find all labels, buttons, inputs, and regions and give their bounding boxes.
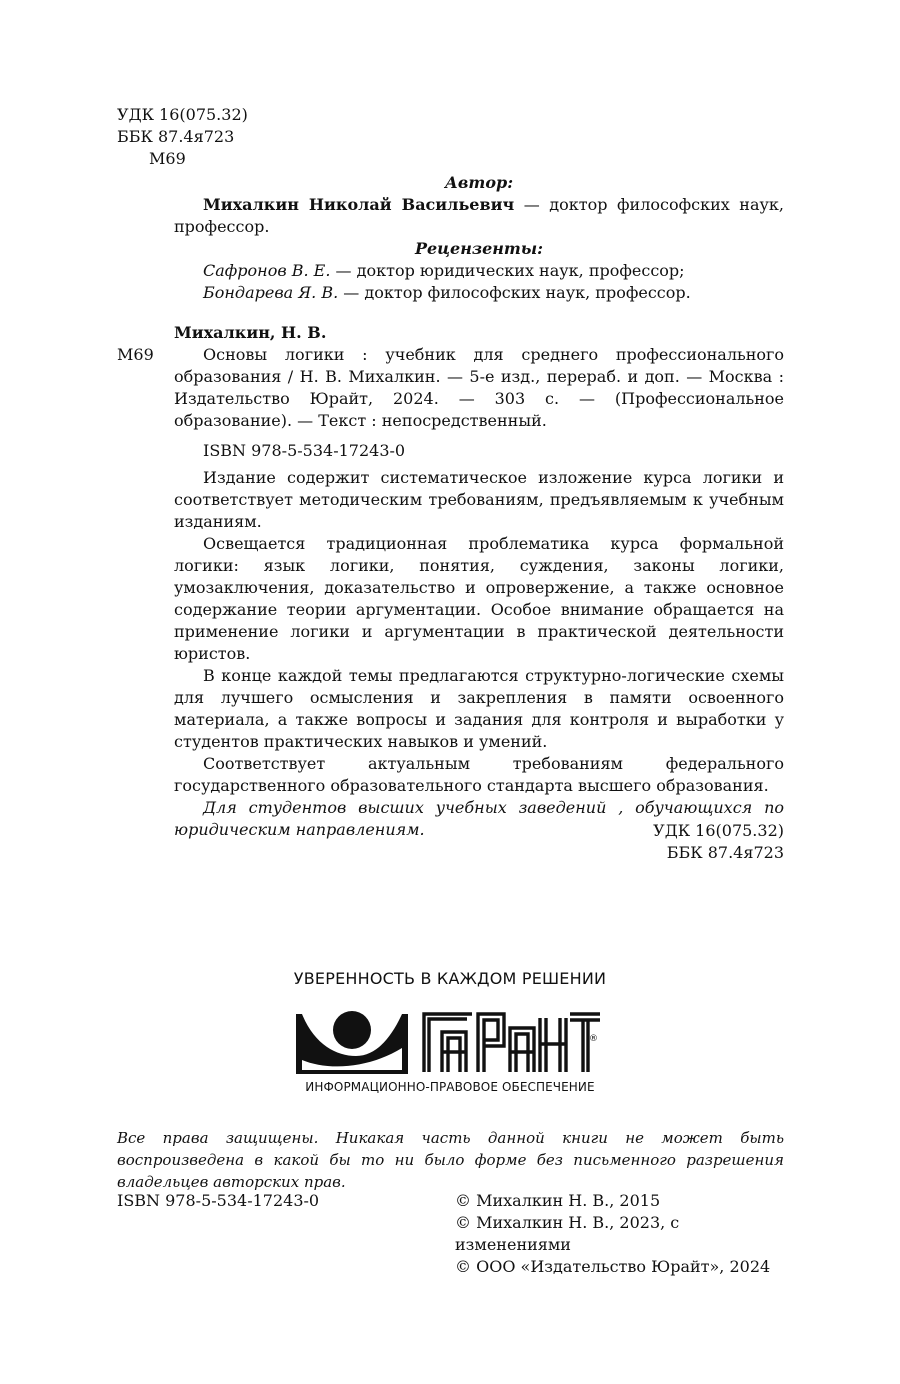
- rights-notice: Все права защищены. Никакая часть данной книги не может быть воспроизведена в какой бы то ни было форме без письменного разрешения владельцев авторских прав.: [117, 1129, 784, 1191]
- annotation: [174, 467, 784, 841]
- footer-copyrights: [455, 1190, 795, 1278]
- author-entry: [174, 194, 784, 238]
- reviewers-heading: Рецензенты:: [414, 239, 544, 258]
- bibliography-isbn: ISBN 978-5-534-17243-0: [203, 441, 406, 460]
- garant-wordmark-icon: [424, 1014, 600, 1072]
- garant-emblem-icon: [296, 1011, 408, 1074]
- author-description: — доктор философских наук, профессор.: [174, 195, 784, 236]
- reviewer-item: [174, 260, 784, 282]
- garant-registered-mark: ®: [589, 1034, 598, 1044]
- bibliography-description: Основы логики : учебник для среднего профессионального образования / Н. В. Михалкин. — 5-е изд., перераб. и доп. — Москва : Издательство Юрайт, 2024. — 303 с. — (Профессиональное образование). — Текст : непосредственный.: [174, 345, 784, 430]
- annotation-paragraph: В конце каждой темы предлагаются структурно-логические схемы для лучшего осмысления и закрепления в памяти освоенного материала, а также вопросы и задания для контроля и выработки у студентов практических навыков и умений.: [174, 666, 784, 751]
- footer-isbn: ISBN 978-5-534-17243-0: [117, 1191, 320, 1210]
- author-name: Михалкин Николай Васильевич: [203, 195, 515, 214]
- reviewer-description: — доктор философских наук, профессор.: [338, 283, 691, 302]
- author-block: [174, 172, 784, 238]
- annotation-paragraph: Издание содержит систематическое изложение курса логики и соответствует методическим требованиям, предъявляемым к учебным изданиям.: [174, 468, 784, 531]
- code-top: М69: [149, 149, 186, 168]
- reviewer-name: Сафронов В. Е.: [203, 261, 331, 280]
- bibliography-code: М69: [117, 345, 154, 364]
- bibliography-author: Михалкин, Н. В.: [174, 323, 327, 342]
- bbk-top: ББК 87.4я723: [117, 127, 235, 146]
- garant-tagline: ИНФОРМАЦИОННО-ПРАВОВОЕ ОБЕСПЕЧЕНИЕ: [305, 1080, 595, 1094]
- copyright-line: © ООО «Издательство Юрайт», 2024: [455, 1257, 771, 1276]
- udk-top: УДК 16(075.32): [117, 105, 248, 124]
- classification-top: [117, 104, 317, 170]
- bbk-bottom: ББК 87.4я723: [666, 843, 784, 862]
- reviewer-item: [174, 282, 784, 304]
- reviewer-description: — доктор юридических наук, профессор;: [330, 261, 685, 280]
- annotation-audience: Для студентов высших учебных заведений , обучающихся по юридическим направлениям.: [174, 798, 784, 839]
- classification-bottom: [474, 820, 784, 864]
- annotation-paragraph: Соответствует актуальным требованиям федерального государственного образовательного стандарта высшего образования.: [174, 754, 784, 795]
- garant-logo-graphic: [296, 1008, 606, 1074]
- garant-slogan: УВЕРЕННОСТЬ В КАЖДОМ РЕШЕНИИ: [293, 969, 607, 988]
- author-heading: Автор:: [444, 173, 514, 192]
- reviewers-block: [174, 238, 784, 304]
- annotation-paragraph: Освещается традиционная проблематика курса формальной логики: язык логики, понятия, суждения, законы логики, умозаключения, доказательство и опровержение, а также основное содержание теории аргументации. Особое внимание обращается на применение логики и аргументации в практической деятельности юристов.: [174, 534, 784, 663]
- reviewer-name: Бондарева Я. В.: [203, 283, 339, 302]
- copyright-line: © Михалкин Н. В., 2023, с изменениями: [455, 1213, 680, 1254]
- udk-bottom: УДК 16(075.32): [653, 821, 784, 840]
- copyright-line: © Михалкин Н. В., 2015: [455, 1191, 661, 1210]
